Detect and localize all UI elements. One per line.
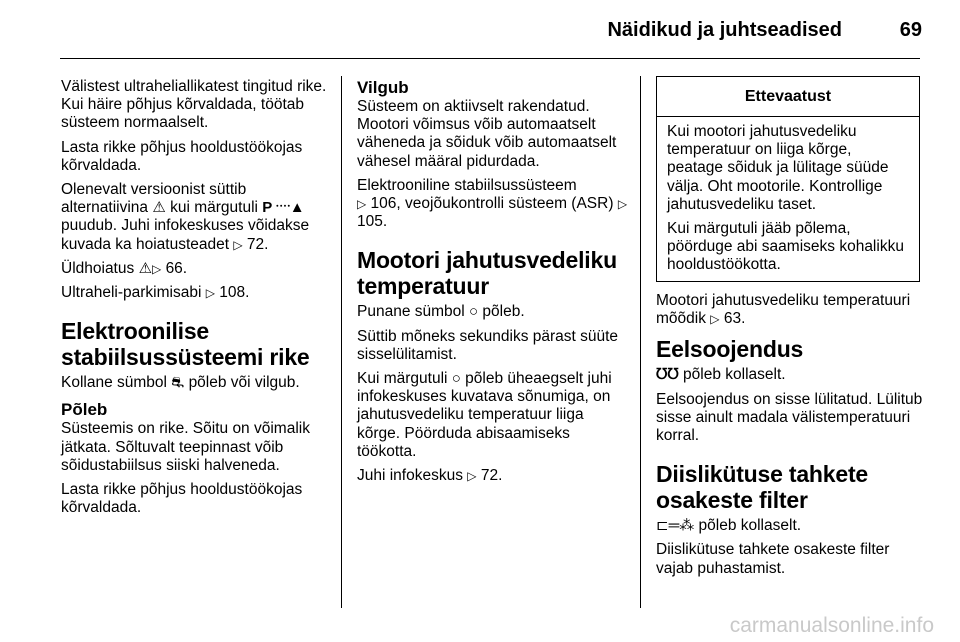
- watermark: carmanualsonline.info: [729, 614, 934, 637]
- paragraph: Ultraheli-parkimisabi ▷ 108.: [61, 284, 250, 302]
- paragraph: Mootori jahutusvedeliku temperatuuri mõõdik ▷ 63.: [656, 292, 911, 328]
- parking-sensor-icon: P᠁▲: [262, 199, 305, 217]
- page-number: 69: [899, 19, 922, 41]
- column-1: [61, 78, 333, 523]
- diesel-particle-filter-icon: ⊏═⁂: [656, 517, 695, 535]
- column-divider-2: [640, 76, 641, 608]
- coolant-circle-icon: ○: [469, 303, 479, 321]
- header-rule: [60, 58, 920, 59]
- reference-arrow-icon: ▷: [467, 469, 477, 484]
- paragraph: Diislikütuse tahkete osakeste filter vajab puhastamist.: [656, 541, 890, 577]
- caution-box: [656, 76, 920, 282]
- paragraph: Süttib mõneks sekundiks pärast süüte sisselülitamist.: [357, 327, 619, 363]
- paragraph: ⊏═⁂ põleb kollaselt.: [656, 517, 802, 535]
- glow-plug-icon: ᘮᘮ: [656, 366, 679, 384]
- paragraph: Süsteemis on rike. Sõitu on võimalik jätkata. Sõltuvalt teepinnast võib sõidustabiilsus siiski halveneda.: [61, 420, 310, 474]
- reference-arrow-icon: ▷: [205, 286, 215, 301]
- column-3: [656, 292, 924, 584]
- paragraph: Kui märgutuli jääb põlema, pöörduge abi saamiseks kohalikku hooldustöökotta.: [667, 220, 904, 274]
- section-heading: Diislikütuse tahkete osakeste filter: [656, 461, 869, 514]
- warning-triangle-icon: ⚠: [138, 259, 153, 277]
- paragraph: Lasta rikke põhjus hooldustöökojas kõrvaldada.: [61, 138, 303, 174]
- caution-title: Ettevaatust: [657, 77, 919, 117]
- caution-body: [657, 117, 919, 275]
- paragraph: ᘮᘮ põleb kollaselt.: [656, 366, 786, 384]
- paragraph: Kui märgutuli ○ põleb üheaegselt juhi infokeskuses kuvatava sõnumiga, on jahutusvedeliku temperatuur liiga kõrge. Pöörduda abisaamiseks töökotta.: [357, 370, 612, 460]
- reference-arrow-icon: ▷: [233, 237, 243, 252]
- column-divider-1: [341, 76, 342, 608]
- page-header: [0, 0, 960, 60]
- paragraph: Eelsoojendus on sisse lülitatud. Lülitub sisse ainult madala välistemperatuuri korral.: [656, 390, 923, 445]
- paragraph: Üldhoiatus ⚠▷ 66.: [61, 259, 188, 277]
- section-heading: Mootori jahutusvedeliku temperatuur: [357, 247, 617, 300]
- paragraph: Olenevalt versioonist süttib alternatiivina ⚠ kui märgutuli P᠁▲ puudub. Juhi infokeskuses võidakse kuvada ka hoiatusteadet ▷ 72.: [61, 181, 310, 253]
- warning-triangle-icon: ⚠: [152, 199, 166, 217]
- subsection-heading: Vilgub: [357, 78, 409, 97]
- paragraph: Elektrooniline stabiilsussüsteem ▷ 106, veojõukontrolli süsteem (ASR) ▷ 105.: [357, 176, 628, 231]
- page-title: Näidikud ja juhtseadised: [607, 19, 842, 41]
- paragraph: Süsteem on aktiivselt rakendatud. Mootori võimsus võib automaatselt väheneda ja sõiduk võib automaatselt vähesel määral pidurdada.: [357, 98, 617, 170]
- reference-arrow-icon: ▷: [710, 312, 720, 327]
- paragraph: Kollane sümbol ⛐ põleb või vilgub.: [61, 374, 300, 392]
- subsection-heading: Põleb: [61, 400, 108, 420]
- reference-arrow-icon: ▷: [357, 197, 367, 212]
- paragraph: Kui mootori jahutusvedeliku temperatuur on liiga kõrge, peatage sõiduk ja lülitage süüde välja. Oht mootorile. Kontrollige jahutusvedeliku taset.: [667, 123, 889, 213]
- esp-skid-car-icon: ⛐: [171, 374, 185, 392]
- reference-arrow-icon: ▷: [617, 197, 628, 212]
- coolant-circle-icon: ○: [451, 370, 461, 388]
- column-2: [357, 78, 629, 491]
- paragraph: Lasta rikke põhjus hooldustöökojas kõrvaldada.: [61, 481, 303, 517]
- reference-arrow-icon: ▷: [152, 261, 162, 276]
- paragraph: Juhi infokeskus ▷ 72.: [357, 467, 503, 485]
- section-heading: Eelsoojendus: [656, 336, 804, 363]
- section-heading: Elektroonilise stabiilsussüsteemi rike: [61, 318, 310, 371]
- paragraph: Punane sümbol ○ põleb.: [357, 303, 525, 321]
- paragraph: Välistest ultraheliallikatest tingitud rike. Kui häire põhjus kõrvaldada, töötab süsteem normaalselt.: [61, 78, 327, 132]
